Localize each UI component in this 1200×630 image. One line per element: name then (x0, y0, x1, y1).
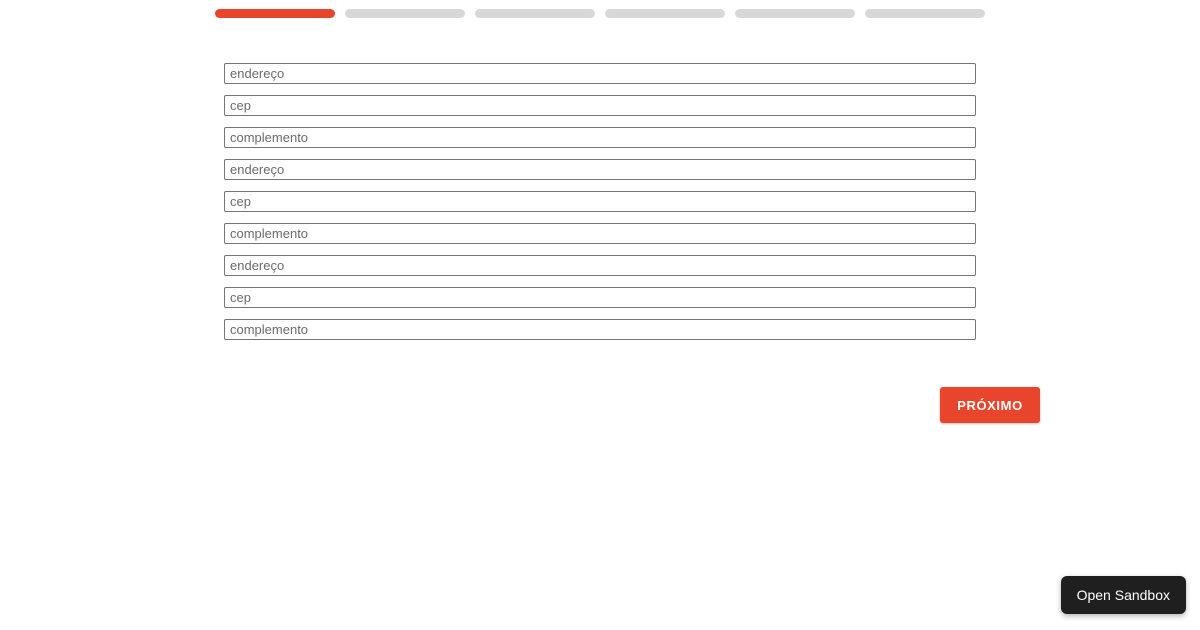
cep-field-3[interactable] (224, 287, 976, 308)
cep-field-1[interactable] (224, 95, 976, 116)
next-button[interactable]: PRÓXIMO (940, 387, 1040, 423)
stepper-segment-1[interactable] (215, 9, 335, 18)
address-form (224, 63, 976, 351)
stepper-segment-2[interactable] (345, 9, 465, 18)
endereco-field-2[interactable] (224, 159, 976, 180)
complemento-field-3[interactable] (224, 319, 976, 340)
progress-stepper (215, 9, 985, 18)
endereco-field-1[interactable] (224, 63, 976, 84)
complemento-field-1[interactable] (224, 127, 976, 148)
stepper-segment-5[interactable] (735, 9, 855, 18)
complemento-field-2[interactable] (224, 223, 976, 244)
open-sandbox-button[interactable]: Open Sandbox (1061, 576, 1186, 614)
stepper-segment-3[interactable] (475, 9, 595, 18)
stepper-segment-4[interactable] (605, 9, 725, 18)
cep-field-2[interactable] (224, 191, 976, 212)
endereco-field-3[interactable] (224, 255, 976, 276)
stepper-segment-6[interactable] (865, 9, 985, 18)
